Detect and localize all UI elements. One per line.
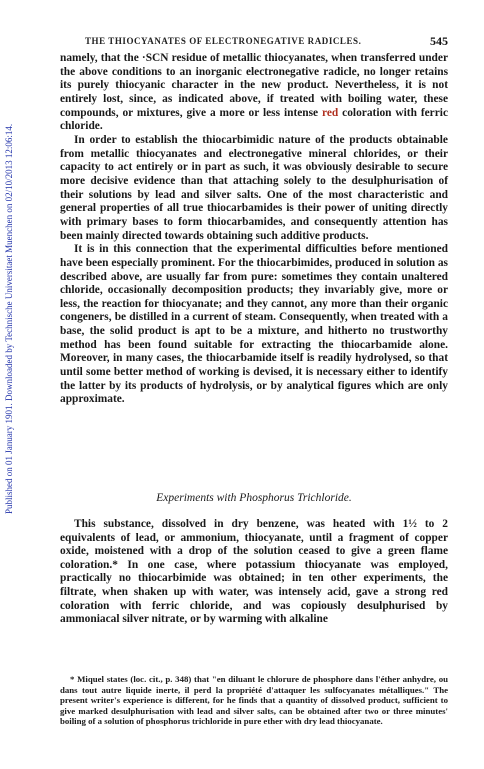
section-text <box>60 518 448 627</box>
section-heading: Experiments with Phosphorus Trichloride. <box>156 492 352 504</box>
running-head: THE THIOCYANATES OF ELECTRONEGATIVE RADICLES. <box>85 36 362 46</box>
paragraph-3: It is in this connection that the experimental difficulties before mentioned have been especially prominent. For the thiocarbimides, produced in solution as described above, are usually far from pure: sometimes they contain unaltered chloride, occasionally decomposition products; they invariably give, more or less, the reaction for thiocyanate; and they cannot, any more than their organic congeners, be distilled in a current of steam. Consequently, when treated with a base, the solid product is apt to be a mixture, and hitherto no trustworthy method has been found suitable for extracting the thiocarbamide alone. Moreover, in many cases, the thiocarbamide itself is readily hydrolysed, so that until some better method of working is devised, it is necessary either to identify the latter by its products of hydrolysis, or by analytical figures which are only approximate. <box>60 243 448 406</box>
page-header <box>60 36 448 50</box>
paragraph-4: This substance, dissolved in dry benzene, was heated with 1½ to 2 equivalents of lead, or ammonium, thiocyanate, until a fragment of copper oxide, moistened with a drop of the solution ceased to give a green flame coloration.* In one case, where potassium thiocyanate was employed, practically no thiocarbimide was obtained; in ten other experiments, the filtrate, when shaken up with water, was intensely acid, gave a strong red coloration with ferric chloride, and was copiously desulphurised by ammoniacal silver nitrate, or by warming with alkaline <box>60 518 448 626</box>
paragraph-1-start: namely, that the ·SCN residue of metallic thiocyanates, when transferred under the above conditions to an inorganic electronegative radicle, no longer retains its purely thiocyanic character in the new product. Nevertheless, it is not entirely lost, since, as indicated above, if treated with boiling water, these compounds, or mixtures, give a more or less intense <box>60 52 448 119</box>
paragraph-1-end: coloration with ferric chloride. <box>60 106 448 133</box>
download-watermark-text: Published on 01 January 1901. Downloaded by Technische Universitaet Muenchen on 02/10/2013 12:06:14. <box>4 123 14 514</box>
paragraph-2: In order to establish the thiocarbimidic nature of the products obtainable from metallic thiocyanates and electronegative mineral chlorides, or their capacity to act entirely or in part as such, it was obviously desirable to secure more decisive evidence than that attaching solely to the desulphurisation of their solutions by lead and silver salts. One of the most characteristic and general properties of all true thiocarbamides is their power of uniting directly with primary bases to form thiocarbamides, and consequently attention has been mainly directed towards obtaining such additive products. <box>60 133 448 242</box>
paragraph-1 <box>60 52 448 134</box>
main-text <box>60 52 448 407</box>
footnote-text: * Miquel states (loc. cit., p. 348) that "en diluant le chlorure de phosphore dans l'éther anhydre, ou dans tout autre liquide inerte, il perd la propriété d'attaquer les sulfocyanates métalliques." The present writer's experience is different, for he finds that a quantity of dissolved product, sufficient to give marked desulphurisation with lead and silver salts, can be obtained after two or three minutes' boiling of a solution of phosphorus trichloride in pure ether with dry lead thiocyanate. <box>60 674 448 727</box>
red-word: red <box>322 106 339 119</box>
download-watermark <box>1 0 17 769</box>
page-number: 545 <box>430 34 448 48</box>
footnote <box>60 674 448 727</box>
